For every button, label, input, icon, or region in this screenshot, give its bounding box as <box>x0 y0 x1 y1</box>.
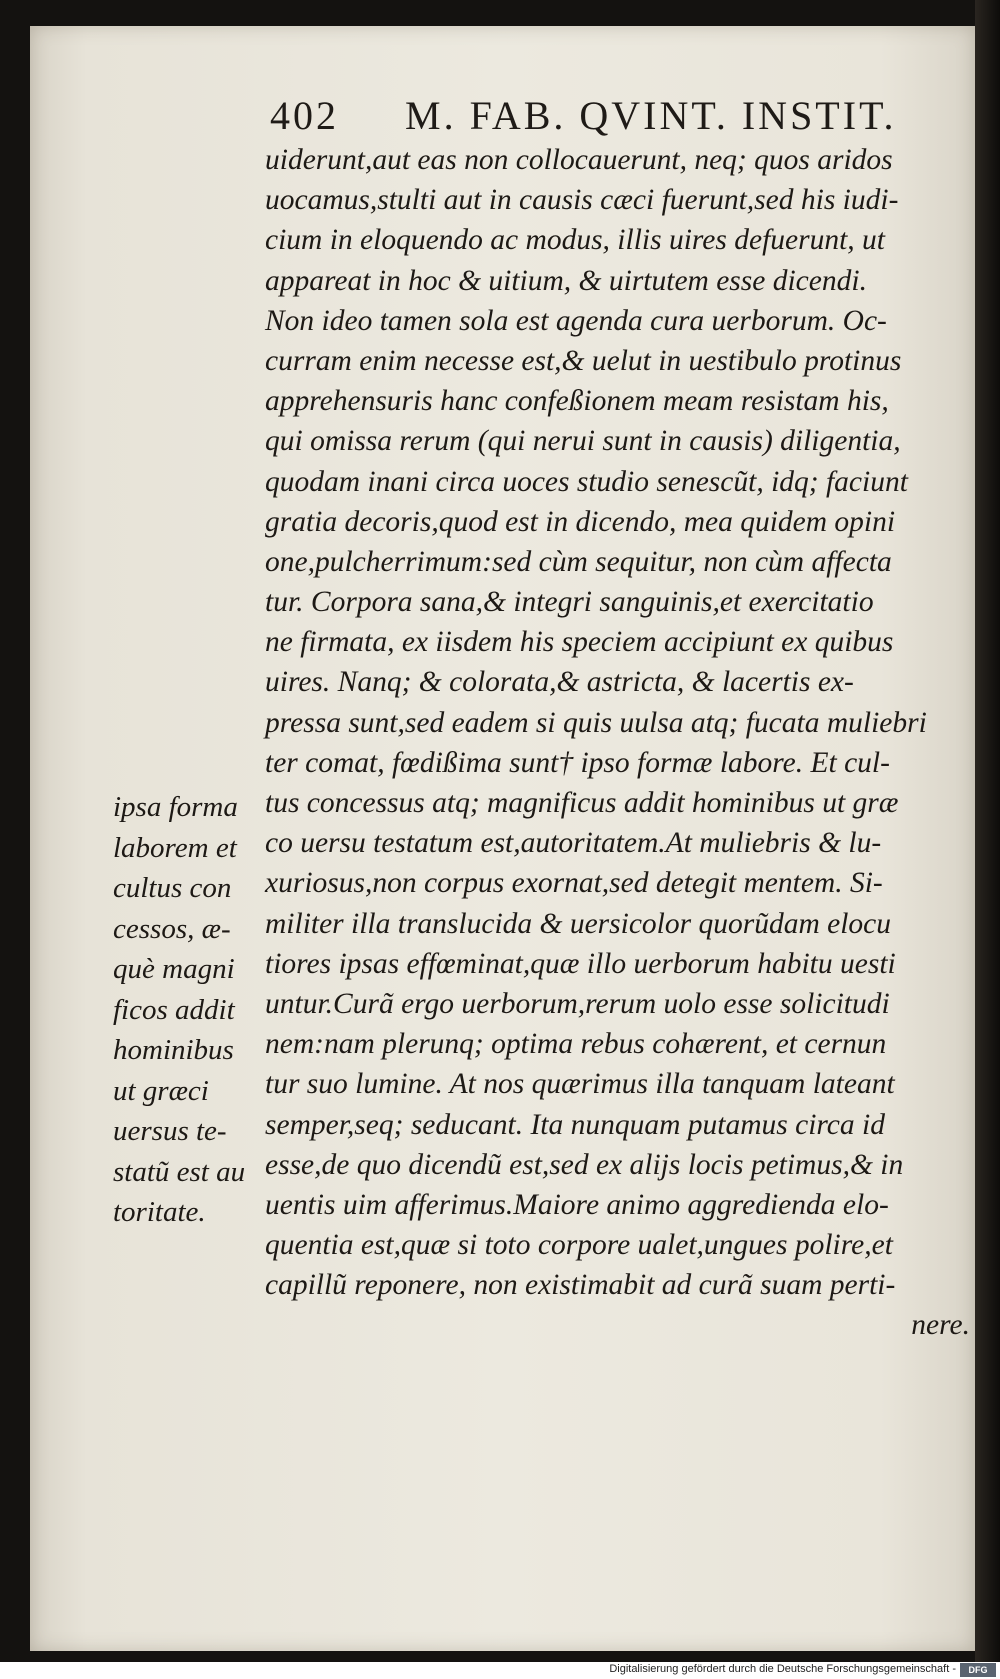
dfg-logo: DFG <box>960 1663 996 1677</box>
marginal-line: laborem et <box>113 831 237 864</box>
running-title: M. FAB. QVINT. INSTIT. <box>405 93 897 138</box>
text-line: tiores ipsas effœminat,quæ illo uerborum habitu uesti <box>265 947 896 980</box>
text-line: tur suo lumine. At nos quærimus illa tanquam lateant <box>265 1068 895 1101</box>
text-line: apprehensuris hanc confeßionem meam resistam his, <box>265 385 889 418</box>
marginal-line: ut græci <box>113 1074 209 1107</box>
text-line: uocamus,stulti aut in causis cæci fuerunt,sed his iudi- <box>265 184 899 217</box>
text-line: uires. Nanq; & colorata,& astricta, & lacertis ex- <box>265 666 854 699</box>
marginal-line: ficos addit <box>113 993 235 1026</box>
text-line: semper,seq; seducant. Ita nunquam putamus circa id <box>265 1108 885 1141</box>
marginal-line: statũ est au <box>113 1155 246 1188</box>
text-line: qui omissa rerum (qui nerui sunt in causis) diligentia, <box>265 425 901 458</box>
text-line: militer illa translucida & uersicolor quorũdam elocu <box>265 907 892 940</box>
marginal-line: cultus con <box>113 872 232 904</box>
text-line: ne firmata, ex iisdem his speciem accipiunt ex quibus <box>265 626 894 659</box>
text-line: xuriosus,non corpus exornat,sed detegit mentem. Si- <box>265 867 883 900</box>
footer-bar <box>0 1662 1000 1679</box>
text-line: Non ideo tamen sola est agenda cura uerborum. Oc- <box>265 304 887 337</box>
text-line: nem:nam plerunq; optima rebus cohærent, et cernun <box>265 1028 887 1061</box>
marginal-note <box>113 787 263 1233</box>
text-line: quentia est,quæ si toto corpore ualet,ungues polire,et <box>265 1229 893 1262</box>
page-number: 402 <box>270 93 339 138</box>
page-binding-edge <box>975 0 1000 1662</box>
marginal-line: què magni <box>113 953 235 985</box>
marginal-line: ipsa forma <box>113 791 238 823</box>
text-line: appareat in hoc & uitium, & uirtutem esse dicendi. <box>265 264 867 297</box>
marginal-line: hominibus <box>113 1034 234 1066</box>
text-line: esse,de quo dicendũ est,sed ex alijs locis petimus,& in <box>265 1148 904 1181</box>
running-header <box>270 92 970 142</box>
main-text-block <box>265 140 970 1346</box>
text-line: pressa sunt,sed eadem si quis uulsa atq; fucata muliebri <box>265 706 927 739</box>
text-line: co uersu testatum est,autoritatem.At muliebris & lu- <box>265 827 882 860</box>
text-line: quodam inani circa uoces studio senescũt, idq; faciunt <box>265 465 908 498</box>
text-line: uentis uim afferimus.Maiore animo aggredienda elo- <box>265 1188 889 1221</box>
text-line: tur. Corpora sana,& integri sanguinis,et exercitatio <box>265 586 874 619</box>
marginal-line: uersus te- <box>113 1115 227 1147</box>
text-line: capillũ reponere, non existimabit ad curã suam perti- <box>265 1269 896 1302</box>
text-line: curram enim necesse est,& uelut in uestibulo protinus <box>265 344 902 377</box>
text-line: cium in eloquendo ac modus, illis uires defuerunt, ut <box>265 224 885 257</box>
text-line: nere. <box>911 1309 970 1342</box>
text-line: untur.Curã ergo uerborum,rerum uolo esse solicitudi <box>265 987 890 1020</box>
marginal-line: cessos, æ- <box>113 912 231 945</box>
funding-credit: Digitalisierung gefördert durch die Deutsche Forschungsgemeinschaft - <box>609 1663 956 1675</box>
text-line: uiderunt,aut eas non collocauerunt, neq; quos aridos <box>265 144 893 176</box>
marginal-line: toritate. <box>113 1196 206 1228</box>
text-line: ter comat, fœdißima sunt† ipso formæ labore. Et cul- <box>265 746 890 779</box>
text-line: one,pulcherrimum:sed cùm sequitur, non cùm affecta <box>265 545 892 578</box>
text-line: gratia decoris,quod est in dicendo, mea quidem opini <box>265 505 896 538</box>
text-line: tus concessus atq; magnificus addit hominibus ut græ <box>265 787 899 819</box>
